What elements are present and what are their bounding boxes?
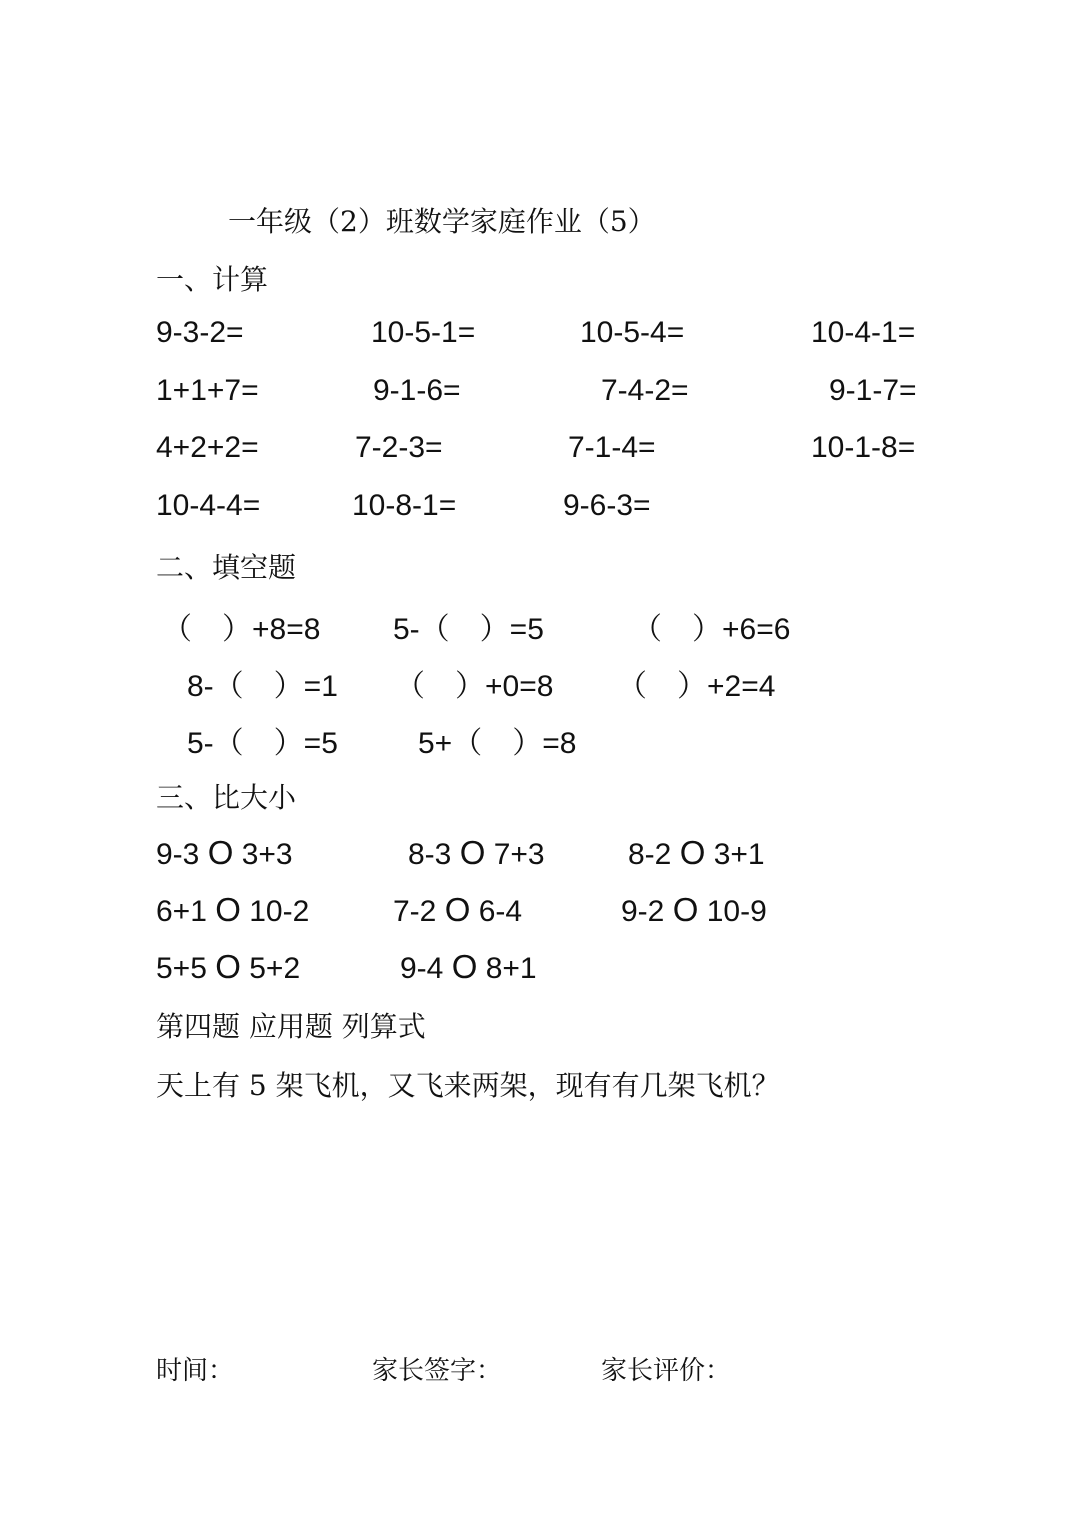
section3-heading: 三、比大小 [156,781,297,814]
fill-blank-problem: 5-（ ）=5 [187,727,338,760]
calc-problem: 7-1-4= [568,431,656,464]
compare-left: 9-2 [621,895,665,928]
parent-comment-label: 家长评价： [601,1356,732,1386]
section1-heading: 一、计算 [156,263,269,296]
compare-problem [393,891,522,929]
compare-right: 10-9 [706,895,767,928]
section4-heading: 第四题 应用题 列算式 [156,1010,426,1043]
calc-problem: 9-1-7= [829,374,917,407]
fill-blank-problem: 5-（ ）=5 [393,613,544,646]
parent-sign-label: 家长签字： [372,1356,503,1386]
compare-problem [156,891,309,929]
fill-blank-problem: （ ）+8=8 [162,613,321,646]
calc-problem: 10-4-1= [811,316,916,349]
compare-right: 6-4 [478,895,523,928]
calc-problem: 10-1-8= [811,431,916,464]
fill-blank-problem: 8-（ ）=1 [187,670,338,703]
calc-problem: 4+2+2= [156,431,259,464]
compare-right: 5+2 [249,952,301,985]
fill-blank-problem: （ ）+2=4 [617,670,776,703]
compare-circle-icon: O [672,891,699,928]
calc-problem: 10-4-4= [156,489,261,522]
compare-left: 8-2 [628,838,672,871]
compare-right: 10-2 [249,895,310,928]
compare-left: 8-3 [408,838,452,871]
compare-problem [628,834,765,872]
word-problem: 天上有 5 架飞机，又飞来两架，现有有几架飞机？ [156,1069,780,1102]
compare-right: 8+1 [485,952,537,985]
compare-problem [408,834,545,872]
calc-problem: 7-2-3= [355,431,443,464]
page-title: 一年级（2）班数学家庭作业（5） [228,205,656,238]
compare-circle-icon: O [215,891,241,928]
calc-problem: 1+1+7= [156,374,259,407]
calc-problem: 10-5-4= [580,316,685,349]
calc-problem: 9-3-2= [156,316,244,349]
compare-left: 5+5 [156,952,207,985]
calc-problem: 10-8-1= [352,489,457,522]
fill-blank-problem: 5+（ ）=8 [418,727,577,760]
calc-problem: 10-5-1= [371,316,476,349]
calc-problem: 9-1-6= [373,374,461,407]
compare-circle-icon: O [451,948,478,985]
compare-circle-icon: O [444,891,471,928]
compare-problem [621,891,767,929]
compare-circle-icon: O [207,834,234,871]
fill-blank-problem: （ ）+0=8 [395,670,554,703]
compare-left: 9-4 [400,952,444,985]
compare-circle-icon: O [215,948,241,985]
compare-left: 6+1 [156,895,207,928]
compare-problem [156,948,300,986]
compare-problem [400,948,537,986]
calc-problem: 9-6-3= [563,489,651,522]
compare-right: 3+1 [713,838,765,871]
compare-problem [156,834,293,872]
fill-blank-problem: （ ）+6=6 [632,613,791,646]
compare-right: 7+3 [493,838,545,871]
compare-right: 3+3 [241,838,293,871]
section2-heading: 二、填空题 [156,551,297,584]
compare-left: 7-2 [393,895,437,928]
compare-circle-icon: O [679,834,706,871]
calc-problem: 7-4-2= [601,374,689,407]
compare-circle-icon: O [459,834,486,871]
time-label: 时间： [156,1356,235,1386]
compare-left: 9-3 [156,838,200,871]
